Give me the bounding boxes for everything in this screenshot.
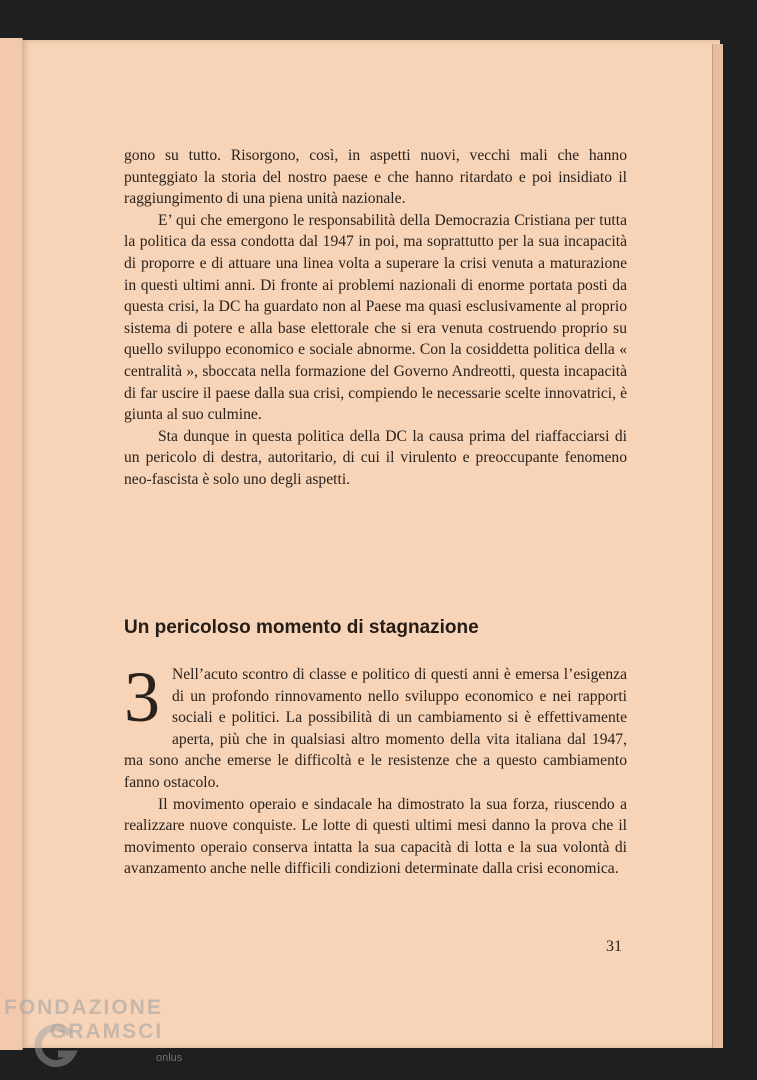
watermark-g-icon bbox=[30, 1020, 82, 1072]
body-text-section bbox=[124, 657, 627, 880]
watermark-line-2: GRAMSCI bbox=[50, 1020, 164, 1043]
paragraph-dc-policy: Sta dunque in questa politica della DC la causa prima del riaffacciarsi di un pericolo di destra, autoritario, di cui il virulento e preoccupante fenomeno neo-fascista è solo uno degli aspetti. bbox=[124, 427, 627, 488]
body-text-top bbox=[124, 145, 627, 491]
section-heading: Un pericoloso momento di stagnazione bbox=[124, 617, 479, 638]
paragraph-continuation: gono su tutto. Risorgono, così, in aspetti nuovi, vecchi mali che hanno punteggiato la storia del nostro paese e che hanno ritardato e poi insidiato il raggiungimento di una piena unità nazionale. bbox=[124, 147, 627, 208]
paragraph-section-intro bbox=[124, 657, 627, 794]
paragraph-labour-movement: Il movimento operaio e sindacale ha dimostrato la sua forza, riuscendo a realizzare nuove conquiste. Le lotte di questi ultimi mesi danno la prova che il movimento operaio conserva intatta la sua capacità di lotta e la sua volontà di avanzamento anche nelle difficili condizioni determinate dalla crisi economica. bbox=[124, 795, 627, 878]
section-number-dropcap: 3 bbox=[124, 657, 160, 737]
facing-page-edge bbox=[0, 38, 23, 1050]
paragraph-section-intro-text: Nell’acuto scontro di classe e politico di questi anni è emersa l’esigenza di un profondo rinnovamento nello sviluppo economico e nei rapporti sociali e politici. La possibilità di un cambiamento si è effettivamente aperta, più che in qualsiasi altro momento della vita italiana dal 1947, ma sono anche emerse le difficoltà e le resistenze che a questo cambiamento fanno ostacolo. bbox=[124, 666, 627, 791]
watermark-logo-text bbox=[4, 996, 163, 1044]
watermark-onlus: onlus bbox=[156, 1052, 183, 1064]
page-number: 31 bbox=[606, 938, 622, 955]
watermark-line-1: FONDAZIONE bbox=[4, 996, 163, 1019]
page-stack-edge bbox=[712, 44, 723, 1048]
paragraph-dc-responsibility: E’ qui che emergono le responsabilità della Democrazia Cristiana per tutta la politica da essa condotta dal 1947 in poi, ma soprattutto per la sua incapacità di proporre e di attuare una linea volta a superare la crisi venuta a maturazione in questi ultimi anni. Di fronte ai problemi nazionali di enorme portata posti da questa crisi, la DC ha guardato non al Paese ma quasi esclusivamente al proprio sistema di potere e alla base elettorale che si era venuta costruendo proprio su quello sviluppo economico e sociale abnorme. Con la cosiddetta politica della « centralità », sboccata nella formazione del Governo Andreotti, questa incapacità di far uscire il paese dalla sua crisi, compiendo le necessarie scelte innovatrici, è giunta al suo culmine. bbox=[124, 211, 627, 424]
